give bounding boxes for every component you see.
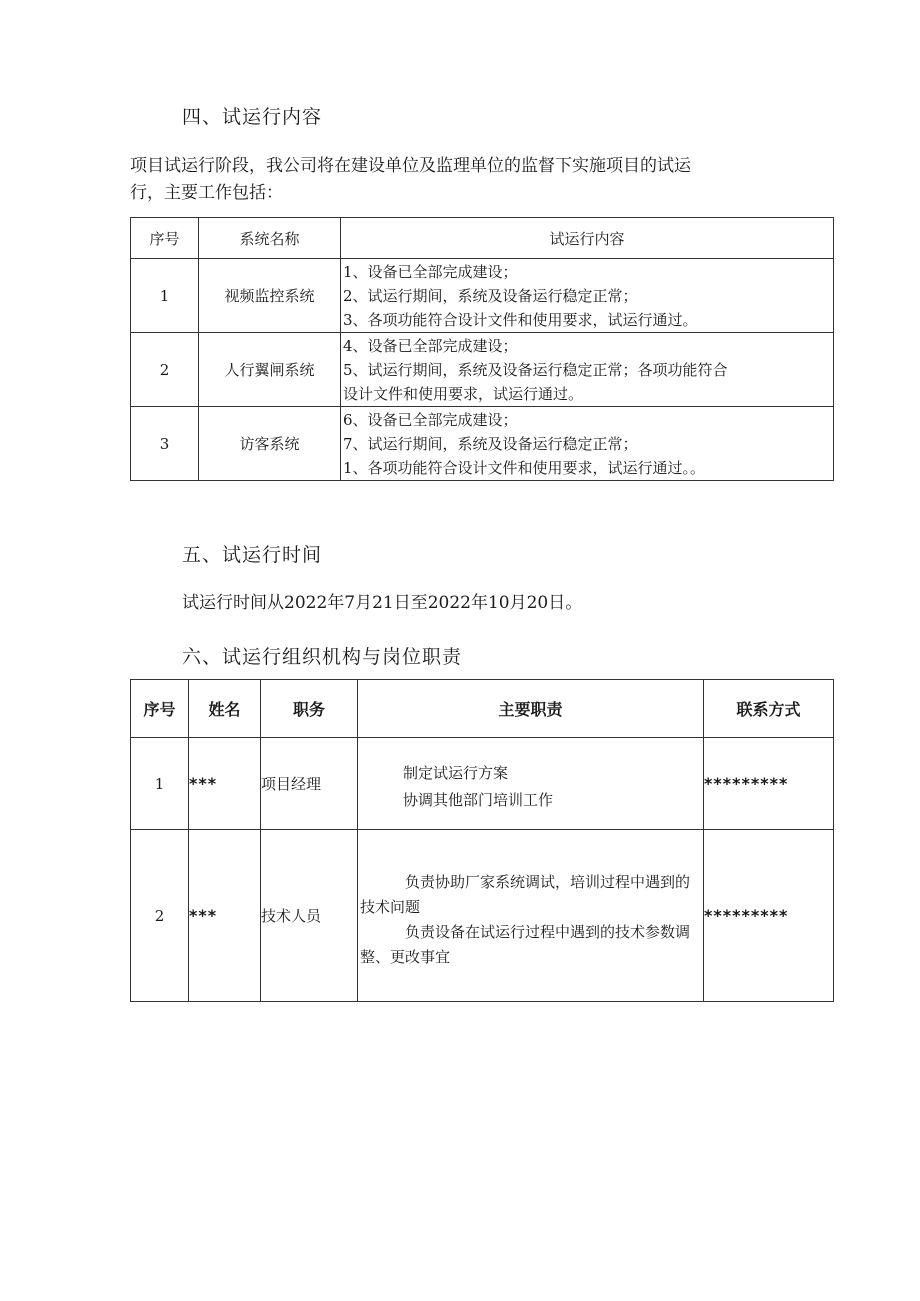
col-header-duties: 主要职责 <box>358 680 704 738</box>
section4-heading: 四、试运行内容 <box>182 106 323 128</box>
intro-line-1: 项目试运行阶段，我公司将在建设单位及监理单位的监督下实施项目的试运 <box>130 156 691 176</box>
row-no: 1 <box>131 738 189 830</box>
duty-item: 制定试运行方案 <box>403 763 509 782</box>
row-system-name: 访客系统 <box>199 407 341 481</box>
col-header-content: 试运行内容 <box>341 218 834 259</box>
row-no: 1 <box>131 259 199 333</box>
table-header-row <box>131 680 834 738</box>
col-header-name: 姓名 <box>189 680 261 738</box>
content-line: 4、设备已全部完成建设； <box>343 336 518 355</box>
duty-item: 负责设备在试运行过程中遇到的技术参数调整、更改事宜 <box>360 922 691 966</box>
row-no: 2 <box>131 333 199 407</box>
section5-text: 试运行时间从2022年7月21日至2022年10月20日。 <box>182 593 583 613</box>
row-content <box>341 259 834 333</box>
col-header-system: 系统名称 <box>199 218 341 259</box>
col-header-no: 序号 <box>131 680 189 738</box>
duty-item: 负责协助厂家系统调试，培训过程中遇到的技术问题 <box>360 872 691 916</box>
content-line: 7、试运行期间，系统及设备运行稳定正常； <box>343 434 638 453</box>
row-person-name: *** <box>189 738 261 830</box>
content-line: 3、各项功能符合设计文件和使用要求，试运行通过。 <box>343 310 698 329</box>
row-duties <box>358 738 704 830</box>
section5-heading: 五、试运行时间 <box>182 544 323 566</box>
content-line: 1、设备已全部完成建设； <box>343 262 518 281</box>
row-content <box>341 407 834 481</box>
content-line: 5、试运行期间，系统及设备运行稳定正常；各项功能符合 <box>343 360 728 379</box>
row-system-name: 人行翼闸系统 <box>199 333 341 407</box>
table-row <box>131 333 834 407</box>
content-line: 1、各项功能符合设计文件和使用要求，试运行通过。。 <box>343 458 706 477</box>
table-header-row <box>131 218 834 259</box>
table-row <box>131 830 834 1002</box>
row-role: 项目经理 <box>261 738 358 830</box>
row-duties <box>358 830 704 1002</box>
row-contact: ********* <box>704 738 834 830</box>
row-content <box>341 333 834 407</box>
table-row <box>131 738 834 830</box>
row-system-name: 视频监控系统 <box>199 259 341 333</box>
organization-table <box>130 679 834 1002</box>
row-contact: ********* <box>704 830 834 1002</box>
col-header-contact: 联系方式 <box>704 680 834 738</box>
row-role: 技术人员 <box>261 830 358 1002</box>
duty-item: 协调其他部门培训工作 <box>403 790 554 809</box>
row-no: 2 <box>131 830 189 1002</box>
intro-line-2: 行，主要工作包括： <box>130 183 283 203</box>
trial-content-table <box>130 217 834 481</box>
section4-intro <box>130 153 835 207</box>
table-row <box>131 407 834 481</box>
content-line: 2、试运行期间，系统及设备运行稳定正常； <box>343 286 638 305</box>
section6-heading: 六、试运行组织机构与岗位职责 <box>182 646 463 668</box>
row-person-name: *** <box>189 830 261 1002</box>
content-line: 设计文件和使用要求，试运行通过。 <box>343 384 584 403</box>
table-row <box>131 259 834 333</box>
content-line: 6、设备已全部完成建设； <box>343 410 518 429</box>
col-header-no: 序号 <box>131 218 199 259</box>
col-header-role: 职务 <box>261 680 358 738</box>
row-no: 3 <box>131 407 199 481</box>
